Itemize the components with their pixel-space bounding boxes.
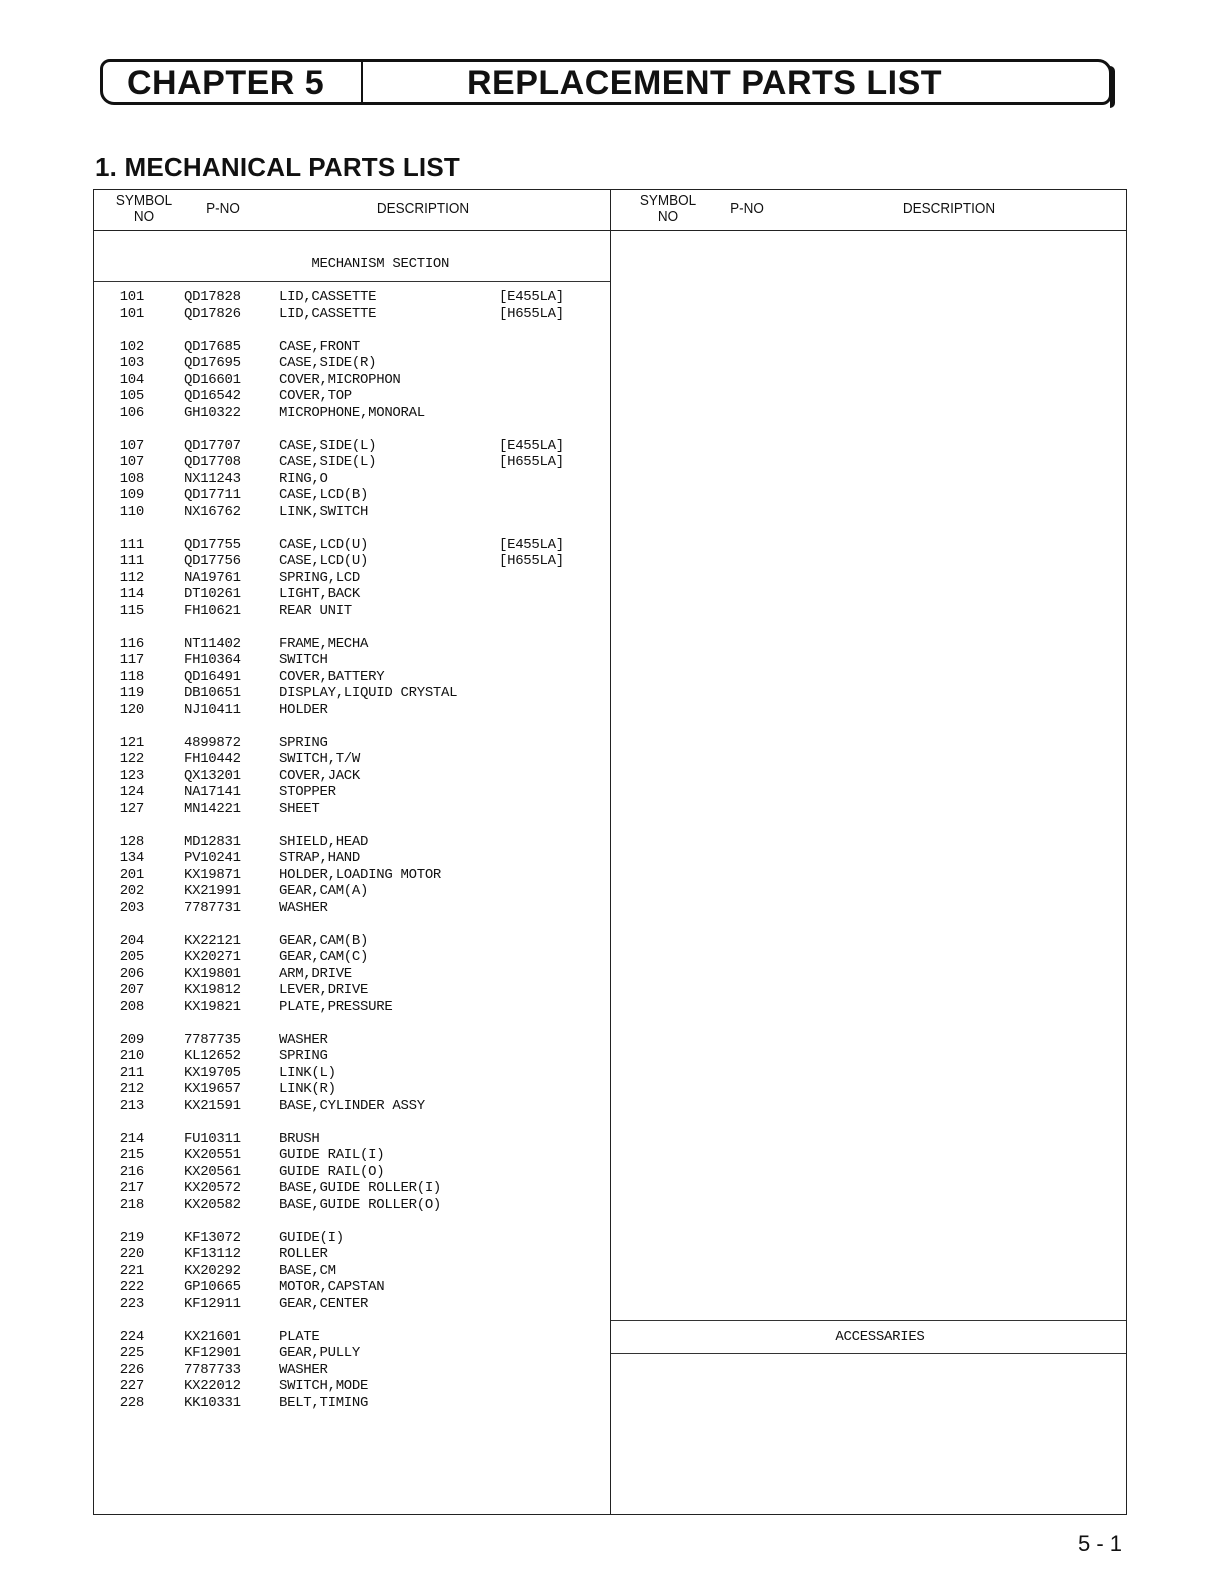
symbol-no: 119 bbox=[119, 685, 144, 701]
table-row bbox=[94, 339, 610, 355]
part-number: NX16762 bbox=[184, 503, 241, 520]
part-description: GUIDE(I) bbox=[279, 1229, 344, 1246]
part-description: SPRING bbox=[279, 734, 328, 751]
symbol-no: 124 bbox=[119, 784, 144, 800]
symbol-no: 220 bbox=[119, 1246, 144, 1262]
section-label-text: MECHANISM SECTION bbox=[311, 256, 450, 272]
header-symbol-line1: SYMBOL bbox=[115, 192, 173, 209]
part-number: KX19705 bbox=[184, 1064, 241, 1081]
symbol-no: 104 bbox=[119, 371, 144, 388]
part-description: WASHER bbox=[279, 1361, 328, 1378]
symbol-no: 204 bbox=[119, 932, 144, 949]
symbol-no: 207 bbox=[119, 982, 144, 998]
part-description: BRUSH bbox=[279, 1130, 320, 1147]
table-row bbox=[94, 537, 610, 553]
part-description: ARM,DRIVE bbox=[279, 965, 352, 982]
symbol-no: 116 bbox=[119, 635, 144, 652]
part-number: KX19812 bbox=[184, 982, 241, 998]
part-number: KX22012 bbox=[184, 1378, 241, 1394]
part-description: SHEET bbox=[279, 800, 320, 817]
model-variant: [E455LA] bbox=[499, 289, 564, 305]
part-description: CASE,LCD(U) bbox=[279, 553, 369, 569]
table-row bbox=[94, 372, 610, 388]
symbol-no: 102 bbox=[119, 338, 144, 355]
symbol-no: 215 bbox=[119, 1147, 144, 1163]
part-description: GEAR,CAM(C) bbox=[279, 949, 369, 965]
symbol-no: 121 bbox=[119, 734, 144, 751]
part-number: QX13201 bbox=[184, 767, 241, 784]
table-row bbox=[94, 702, 610, 718]
part-description: COVER,BATTERY bbox=[279, 668, 385, 685]
table-row bbox=[94, 900, 610, 916]
part-number: KF13112 bbox=[184, 1246, 241, 1262]
table-row bbox=[94, 1032, 610, 1048]
part-number: KX20572 bbox=[184, 1180, 241, 1196]
part-number: QD16542 bbox=[184, 388, 241, 404]
part-description: LIGHT,BACK bbox=[279, 586, 361, 602]
symbol-no: 203 bbox=[119, 899, 144, 916]
table-row bbox=[94, 1065, 610, 1081]
part-number: FH10364 bbox=[184, 652, 241, 668]
symbol-no: 227 bbox=[119, 1378, 144, 1394]
part-number: MD12831 bbox=[184, 833, 241, 850]
table-row bbox=[94, 999, 610, 1015]
symbol-no: 103 bbox=[119, 355, 144, 371]
header-symbol-line1: SYMBOL bbox=[639, 192, 697, 209]
table-row bbox=[94, 1081, 610, 1097]
part-description: LEVER,DRIVE bbox=[279, 982, 369, 998]
symbol-no: 115 bbox=[119, 602, 144, 619]
symbol-no: 219 bbox=[119, 1229, 144, 1246]
symbol-no: 101 bbox=[119, 289, 144, 305]
part-description: RING,O bbox=[279, 470, 328, 487]
part-description: GEAR,CAM(A) bbox=[279, 883, 369, 899]
part-description: HOLDER,LOADING MOTOR bbox=[279, 866, 442, 883]
symbol-no: 218 bbox=[119, 1196, 144, 1213]
part-number: FU10311 bbox=[184, 1130, 241, 1147]
table-row bbox=[94, 850, 610, 866]
header-rule bbox=[94, 230, 1126, 231]
header-pno-right: P-NO bbox=[730, 200, 764, 217]
part-number: NT11402 bbox=[184, 635, 241, 652]
symbol-no: 127 bbox=[119, 800, 144, 817]
symbol-no: 118 bbox=[119, 668, 144, 685]
table-row bbox=[94, 438, 610, 454]
symbol-no: 106 bbox=[119, 404, 144, 421]
part-description: LINK(R) bbox=[279, 1081, 336, 1097]
part-number: KK10331 bbox=[184, 1394, 241, 1411]
table-row bbox=[94, 1279, 610, 1295]
table-row bbox=[94, 1263, 610, 1279]
part-description: REAR UNIT bbox=[279, 602, 352, 619]
part-number: KX19871 bbox=[184, 866, 241, 883]
symbol-no: 210 bbox=[119, 1048, 144, 1064]
part-number: KX19657 bbox=[184, 1081, 241, 1097]
part-number: FH10621 bbox=[184, 602, 241, 619]
table-row bbox=[94, 388, 610, 404]
part-description: SPRING,LCD bbox=[279, 569, 361, 586]
table-row bbox=[94, 1164, 610, 1180]
part-number: PV10241 bbox=[184, 850, 241, 866]
model-variant: [H655LA] bbox=[499, 305, 564, 322]
symbol-no: 223 bbox=[119, 1295, 144, 1312]
model-variant: [H655LA] bbox=[499, 454, 564, 470]
header-symbol-line2: NO bbox=[133, 208, 155, 225]
part-description: SHIELD,HEAD bbox=[279, 833, 369, 850]
part-description: SPRING bbox=[279, 1048, 328, 1064]
part-number: GP10665 bbox=[184, 1279, 241, 1295]
symbol-no: 226 bbox=[119, 1361, 144, 1378]
part-description: ROLLER bbox=[279, 1246, 328, 1262]
table-row bbox=[94, 669, 610, 685]
table-row bbox=[94, 751, 610, 767]
header-symbol-line2: NO bbox=[657, 208, 679, 225]
table-row bbox=[94, 883, 610, 899]
part-number: KX21591 bbox=[184, 1097, 241, 1114]
table-row bbox=[94, 586, 610, 602]
part-number: 7787733 bbox=[184, 1361, 241, 1378]
part-number: NA19761 bbox=[184, 569, 241, 586]
part-description: COVER,MICROPHON bbox=[279, 371, 401, 388]
part-description: CASE,LCD(U) bbox=[279, 536, 369, 553]
page-number: 5 - 1 bbox=[1078, 1531, 1123, 1556]
table-row bbox=[94, 1098, 610, 1114]
part-number: KX20292 bbox=[184, 1262, 241, 1279]
table-row bbox=[94, 784, 610, 800]
part-number: KX19801 bbox=[184, 965, 241, 982]
part-description: BASE,CYLINDER ASSY bbox=[279, 1097, 425, 1114]
chapter-title: REPLACEMENT PARTS LIST bbox=[467, 64, 943, 102]
part-number: FH10442 bbox=[184, 751, 241, 767]
symbol-no: 205 bbox=[119, 949, 144, 965]
table-row bbox=[94, 801, 610, 817]
part-description: BASE,CM bbox=[279, 1262, 336, 1279]
symbol-no: 221 bbox=[119, 1262, 144, 1279]
symbol-no: 211 bbox=[119, 1064, 144, 1081]
part-description: SWITCH,MODE bbox=[279, 1378, 369, 1394]
accessories-label-text: ACCESSARIES bbox=[835, 1329, 925, 1345]
part-number: QD17828 bbox=[184, 289, 241, 305]
part-number: QD16601 bbox=[184, 371, 241, 388]
symbol-no: 201 bbox=[119, 866, 144, 883]
symbol-no: 101 bbox=[119, 305, 144, 322]
symbol-no: 206 bbox=[119, 965, 144, 982]
symbol-no: 213 bbox=[119, 1097, 144, 1114]
header-description-right: DESCRIPTION bbox=[902, 200, 996, 217]
symbol-no: 128 bbox=[119, 833, 144, 850]
accessories-top-rule bbox=[611, 1320, 1126, 1321]
table-row bbox=[94, 652, 610, 668]
part-description: LINK,SWITCH bbox=[279, 503, 369, 520]
part-description: CASE,SIDE(R) bbox=[279, 355, 377, 371]
part-number: NX11243 bbox=[184, 470, 241, 487]
part-number: KX20561 bbox=[184, 1163, 241, 1180]
table-row bbox=[94, 1180, 610, 1196]
part-number: QD17711 bbox=[184, 487, 241, 503]
part-number: KX21991 bbox=[184, 883, 241, 899]
part-description: LINK(L) bbox=[279, 1064, 336, 1081]
table-row bbox=[94, 1197, 610, 1213]
table-row bbox=[94, 966, 610, 982]
symbol-no: 209 bbox=[119, 1031, 144, 1048]
part-number: KL12652 bbox=[184, 1048, 241, 1064]
part-number: QD17756 bbox=[184, 553, 241, 569]
symbol-no: 208 bbox=[119, 998, 144, 1015]
part-description: COVER,TOP bbox=[279, 388, 352, 404]
part-number: QD17755 bbox=[184, 536, 241, 553]
part-description: DISPLAY,LIQUID CRYSTAL bbox=[279, 685, 458, 701]
part-number: KX22121 bbox=[184, 932, 241, 949]
part-description: WASHER bbox=[279, 1031, 328, 1048]
table-row bbox=[94, 1048, 610, 1064]
symbol-no: 216 bbox=[119, 1163, 144, 1180]
table-row bbox=[94, 1378, 610, 1394]
table-row bbox=[94, 1246, 610, 1262]
section-rule bbox=[94, 281, 610, 282]
part-number: QD17707 bbox=[184, 437, 241, 454]
part-number: QD17826 bbox=[184, 305, 241, 322]
table-row bbox=[94, 1395, 610, 1411]
chapter-banner bbox=[100, 59, 1112, 105]
part-number: DT10261 bbox=[184, 586, 241, 602]
part-description: GEAR,CENTER bbox=[279, 1295, 369, 1312]
part-description: FRAME,MECHA bbox=[279, 635, 369, 652]
header-symbol bbox=[115, 193, 173, 225]
symbol-no: 107 bbox=[119, 454, 144, 470]
table-row bbox=[94, 867, 610, 883]
table-row bbox=[94, 949, 610, 965]
symbol-no: 111 bbox=[119, 536, 144, 553]
mechanism-section-label bbox=[279, 256, 479, 272]
part-number: QD17708 bbox=[184, 454, 241, 470]
part-number: KF13072 bbox=[184, 1229, 241, 1246]
symbol-no: 107 bbox=[119, 437, 144, 454]
model-variant: [E455LA] bbox=[499, 536, 564, 553]
table-row bbox=[94, 636, 610, 652]
symbol-no: 212 bbox=[119, 1081, 144, 1097]
chapter-number: CHAPTER 5 bbox=[127, 64, 325, 102]
table-row bbox=[94, 471, 610, 487]
table-row bbox=[94, 1329, 610, 1345]
parts-table bbox=[93, 189, 1127, 1515]
model-variant: [H655LA] bbox=[499, 553, 564, 569]
symbol-no: 117 bbox=[119, 652, 144, 668]
part-description: PLATE bbox=[279, 1328, 320, 1345]
header-pno: P-NO bbox=[206, 200, 240, 217]
table-row bbox=[94, 289, 610, 305]
symbol-no: 108 bbox=[119, 470, 144, 487]
table-row bbox=[94, 603, 610, 619]
table-row bbox=[94, 405, 610, 421]
part-number: 7787731 bbox=[184, 899, 241, 916]
part-number: KX20551 bbox=[184, 1147, 241, 1163]
symbol-no: 122 bbox=[119, 751, 144, 767]
part-number: KX19821 bbox=[184, 998, 241, 1015]
symbol-no: 214 bbox=[119, 1130, 144, 1147]
table-row bbox=[94, 982, 610, 998]
symbol-no: 225 bbox=[119, 1345, 144, 1361]
symbol-no: 222 bbox=[119, 1279, 144, 1295]
table-row bbox=[94, 355, 610, 371]
table-row bbox=[94, 768, 610, 784]
symbol-no: 120 bbox=[119, 701, 144, 718]
part-number: GH10322 bbox=[184, 404, 241, 421]
part-number: DB10651 bbox=[184, 685, 241, 701]
part-description: WASHER bbox=[279, 899, 328, 916]
table-row bbox=[94, 735, 610, 751]
table-row bbox=[94, 570, 610, 586]
symbol-no: 217 bbox=[119, 1180, 144, 1196]
symbol-no: 134 bbox=[119, 850, 144, 866]
table-row bbox=[94, 1345, 610, 1361]
part-description: SWITCH,T/W bbox=[279, 751, 361, 767]
header-description: DESCRIPTION bbox=[376, 200, 470, 217]
symbol-no: 110 bbox=[119, 503, 144, 520]
part-description: CASE,SIDE(L) bbox=[279, 454, 377, 470]
part-description: STRAP,HAND bbox=[279, 850, 361, 866]
part-description: SWITCH bbox=[279, 652, 328, 668]
part-number: KX21601 bbox=[184, 1328, 241, 1345]
part-number: QD16491 bbox=[184, 668, 241, 685]
part-description: COVER,JACK bbox=[279, 767, 361, 784]
part-description: GUIDE RAIL(O) bbox=[279, 1163, 385, 1180]
symbol-no: 202 bbox=[119, 883, 144, 899]
symbol-no: 228 bbox=[119, 1394, 144, 1411]
part-description: GEAR,CAM(B) bbox=[279, 932, 369, 949]
table-row bbox=[94, 553, 610, 569]
table-row bbox=[94, 504, 610, 520]
part-number: QD17685 bbox=[184, 338, 241, 355]
table-row bbox=[94, 1147, 610, 1163]
column-divider bbox=[610, 190, 611, 1514]
part-description: CASE,LCD(B) bbox=[279, 487, 369, 503]
accessories-bottom-rule bbox=[611, 1353, 1126, 1354]
table-row bbox=[94, 1362, 610, 1378]
part-description: HOLDER bbox=[279, 701, 328, 718]
symbol-no: 114 bbox=[119, 586, 144, 602]
part-number: KF12901 bbox=[184, 1345, 241, 1361]
symbol-no: 111 bbox=[119, 553, 144, 569]
part-description: CASE,SIDE(L) bbox=[279, 437, 377, 454]
table-row bbox=[94, 933, 610, 949]
part-description: BASE,GUIDE ROLLER(I) bbox=[279, 1180, 442, 1196]
part-description: CASE,FRONT bbox=[279, 338, 361, 355]
part-number: MN14221 bbox=[184, 800, 241, 817]
part-description: BASE,GUIDE ROLLER(O) bbox=[279, 1196, 442, 1213]
part-number: NA17141 bbox=[184, 784, 241, 800]
section-title: 1. MECHANICAL PARTS LIST bbox=[95, 152, 460, 182]
part-number: KX20271 bbox=[184, 949, 241, 965]
part-description: GEAR,PULLY bbox=[279, 1345, 361, 1361]
symbol-no: 123 bbox=[119, 767, 144, 784]
table-row bbox=[94, 1230, 610, 1246]
table-row bbox=[94, 306, 610, 322]
model-variant: [E455LA] bbox=[499, 437, 564, 454]
part-description: LID,CASSETTE bbox=[279, 289, 377, 305]
table-row bbox=[94, 685, 610, 701]
part-description: MOTOR,CAPSTAN bbox=[279, 1279, 385, 1295]
part-description: STOPPER bbox=[279, 784, 336, 800]
accessories-label bbox=[803, 1329, 1003, 1345]
table-row bbox=[94, 834, 610, 850]
part-number: QD17695 bbox=[184, 355, 241, 371]
part-number: 4899872 bbox=[184, 734, 241, 751]
table-row bbox=[94, 487, 610, 503]
chapter-divider bbox=[361, 62, 363, 102]
part-description: BELT,TIMING bbox=[279, 1394, 369, 1411]
table-row bbox=[94, 1131, 610, 1147]
part-description: PLATE,PRESSURE bbox=[279, 998, 393, 1015]
part-number: 7787735 bbox=[184, 1031, 241, 1048]
part-description: MICROPHONE,MONORAL bbox=[279, 404, 425, 421]
table-row bbox=[94, 454, 610, 470]
symbol-no: 105 bbox=[119, 388, 144, 404]
part-number: KX20582 bbox=[184, 1196, 241, 1213]
part-description: LID,CASSETTE bbox=[279, 305, 377, 322]
part-number: NJ10411 bbox=[184, 701, 241, 718]
header-symbol-right bbox=[639, 193, 697, 225]
symbol-no: 112 bbox=[119, 569, 144, 586]
part-description: GUIDE RAIL(I) bbox=[279, 1147, 385, 1163]
part-number: KF12911 bbox=[184, 1295, 241, 1312]
table-row bbox=[94, 1296, 610, 1312]
symbol-no: 109 bbox=[119, 487, 144, 503]
symbol-no: 224 bbox=[119, 1328, 144, 1345]
